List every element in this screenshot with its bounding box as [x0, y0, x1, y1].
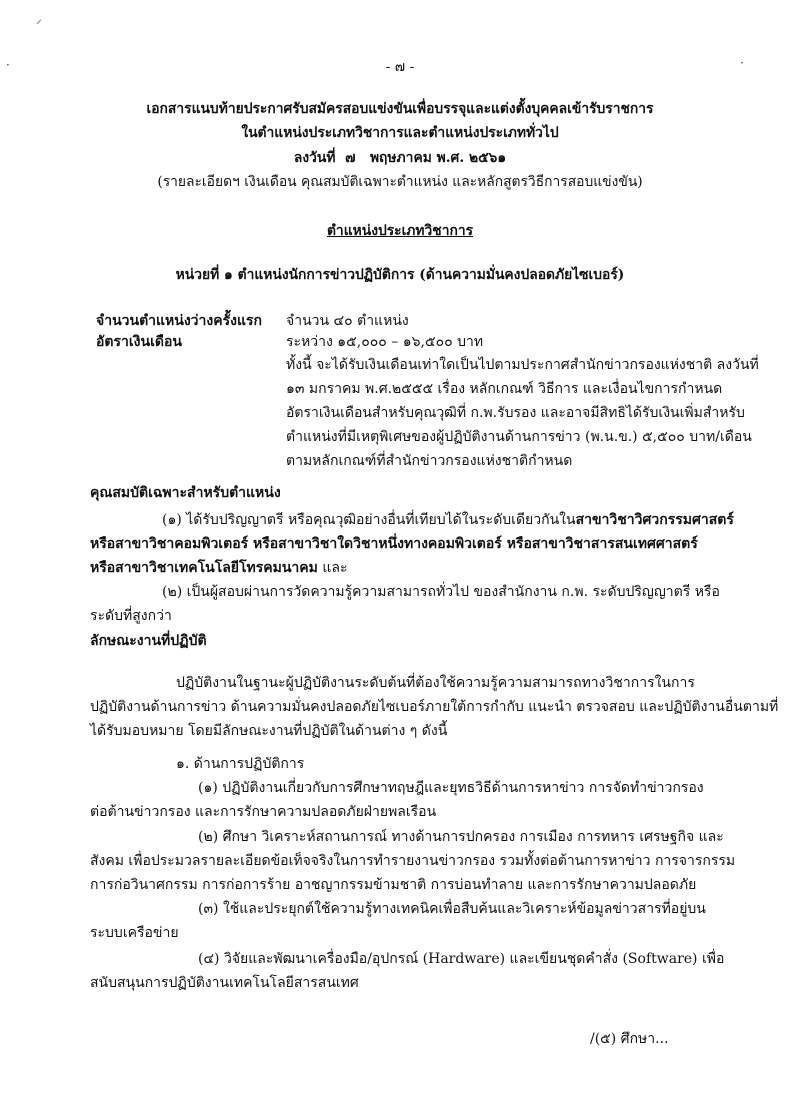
duties-intro-line: ปฏิบัติงานด้านการข่าว ด้านความมั่นคงปลอดภัยไซเบอร์ภายใต้การกำกับ แนะนำ ตรวจสอบ และปฏิบัติงานอื่นตามที่: [90, 699, 779, 715]
duty-item-3: (๓) ใช้และประยุกต์ใช้ความรู้ทางเทคนิคเพื่อสืบค้นและวิเคราะห์ข้อมูลข่าวสารที่อยู่บน: [198, 901, 706, 917]
qualification-1-telecom: หรือสาขาวิชาเทคโนโลยีโทรคมนาคม: [90, 560, 318, 576]
duty-item-1-cont: ต่อต้านข่าวกรอง และการรักษาความปลอดภัยฝ่ายพลเรือน: [90, 804, 437, 820]
scan-speck: ⸝: [36, 12, 43, 26]
duty-item-2-cont: สังคม เพื่อประมวลรายละเอียดข้อเท็จจริงในการทำรายงานข่าวกรอง รวมทั้งต่อต้านการหาข่าว การจารกรรม: [90, 853, 736, 869]
continuation-marker: /(๕) ศึกษา...: [590, 1031, 669, 1047]
qualification-item-2: (๒) เป็นผู้สอบผ่านการวัดความรู้ความสามารถทั่วไป ของสำนักงาน ก.พ. ระดับปริญญาตรี หรือ: [162, 584, 720, 600]
duty-item-4-cont: สนับสนุนการปฏิบัติงานเทคโนโลยีสารสนเทศ: [90, 975, 359, 991]
vacancy-label: จำนวนตำแหน่งว่างครั้งแรก: [96, 313, 262, 329]
duties-intro-line: ปฏิบัติงานในฐานะผู้ปฏิบัติงานระดับต้นที่ต้องใช้ความรู้ความสามารถทางวิชาการในการ: [176, 675, 695, 691]
duty-item-4: (๔) วิจัยและพัฒนาเครื่องมือ/อุปกรณ์ (Hardware) และเขียนชุดคำสั่ง (Software) เพื่อ: [198, 951, 725, 967]
qualification-1-last-line: [90, 559, 347, 577]
unit-title: หน่วยที่ ๑ ตำแหน่งนักการข่าวปฏิบัติการ (ด้านความมั่นคงปลอดภัยไซเบอร์): [175, 267, 625, 283]
scan-speck: ·: [740, 56, 744, 70]
salary-note-line: อัตราเงินเดือนสำหรับคุณวุฒิที่ ก.พ.รับรอง และอาจมีสิทธิได้รับเงินเพิ่มสำหรับ: [286, 405, 745, 421]
salary-note-line: ตำแหน่งที่มีเหตุพิเศษของผู้ปฏิบัติงานด้านการข่าว (พ.น.ข.) ๕,๕๐๐ บาท/เดือน: [286, 429, 752, 445]
header-line-2: ในตำแหน่งประเภทวิชาการและตำแหน่งประเภททั่วไป: [241, 125, 559, 141]
duty-item-1: (๑) ปฏิบัติงานเกี่ยวกับการศึกษาทฤษฎีและยุทธวิธีด้านการหาข่าว การจัดทำข่าวกรอง: [198, 780, 704, 796]
date-day: ๗: [345, 150, 356, 166]
page-number: - ๗ -: [385, 59, 415, 75]
duties-heading: ลักษณะงานที่ปฏิบัติ: [90, 633, 207, 649]
qualification-item-1: [162, 511, 734, 529]
qualification-1-field: สาขาวิชาวิศวกรรมศาสตร์: [575, 512, 734, 528]
salary-note-line: ตามหลักเกณฑ์ที่สำนักข่าวกรองแห่งชาติกำหนด: [286, 453, 573, 469]
salary-label: อัตราเงินเดือน: [96, 334, 182, 350]
header-date: [5, 149, 795, 167]
salary-note-line: ๑๓ มกราคม พ.ศ.๒๕๕๕ เรื่อง หลักเกณฑ์ วิธีการ และเงื่อนไขการกำหนด: [286, 381, 723, 397]
section-title: ตำแหน่งประเภทวิชาการ: [326, 223, 474, 239]
qualifications-heading: คุณสมบัติเฉพาะสำหรับตำแหน่ง: [90, 485, 281, 501]
qualification-item-2-cont: ระดับที่สูงกว่า: [90, 608, 172, 624]
salary-note-line: ทั้งนี้ จะได้รับเงินเดือนเท่าใดเป็นไปตามประกาศสำนักข่าวกรองแห่งชาติ ลงวันที่: [286, 357, 759, 373]
duties-intro-line: ได้รับมอบหมาย โดยมีลักษณะงานที่ปฏิบัติในด้านต่าง ๆ ดังนี้: [90, 723, 448, 739]
duties-subheading: ๑. ด้านการปฏิบัติการ: [176, 756, 305, 772]
qualification-1-end: และ: [317, 560, 348, 576]
duty-item-3-cont: ระบบเครือข่าย: [90, 925, 179, 941]
header-line-4: (รายละเอียดฯ เงินเดือน คุณสมบัติเฉพาะตำแหน่ง และหลักสูตรวิธีการสอบแข่งขัน): [157, 174, 643, 190]
qualification-1-fields-line: หรือสาขาวิชาคอมพิวเตอร์ หรือสาขาวิชาใดวิชาหนึ่งทางคอมพิวเตอร์ หรือสาขาวิชาสารสนเทศศาสตร์: [90, 536, 698, 552]
header-line-1: เอกสารแนบท้ายประกาศรับสมัครสอบแข่งขันเพื่อบรรจุและแต่งตั้งบุคคลเข้ารับราชการ: [146, 101, 654, 117]
date-prefix: ลงวันที่: [293, 150, 336, 166]
vacancy-value: จำนวน ๔๐ ตำแหน่ง: [286, 313, 409, 329]
qualification-1-prefix: (๑) ได้รับปริญญาตรี หรือคุณวุฒิอย่างอื่นที่เทียบได้ในระดับเดียวกันใน: [162, 512, 576, 528]
scan-speck: ·: [6, 58, 10, 72]
salary-range: ระหว่าง ๑๕,๐๐๐ – ๑๖,๕๐๐ บาท: [286, 334, 484, 350]
duty-item-2-cont: การก่อวินาศกรรม การก่อการร้าย อาชญากรรมข้ามชาติ การบ่อนทำลาย และการรักษาความปลอดภัย: [90, 877, 697, 893]
duty-item-2: (๒) ศึกษา วิเคราะห์สถานการณ์ ทางด้านการปกครอง การเมือง การทหาร เศรษฐกิจ และ: [198, 829, 724, 845]
date-rest: พฤษภาคม พ.ศ. ๒๕๖๑: [369, 150, 507, 166]
